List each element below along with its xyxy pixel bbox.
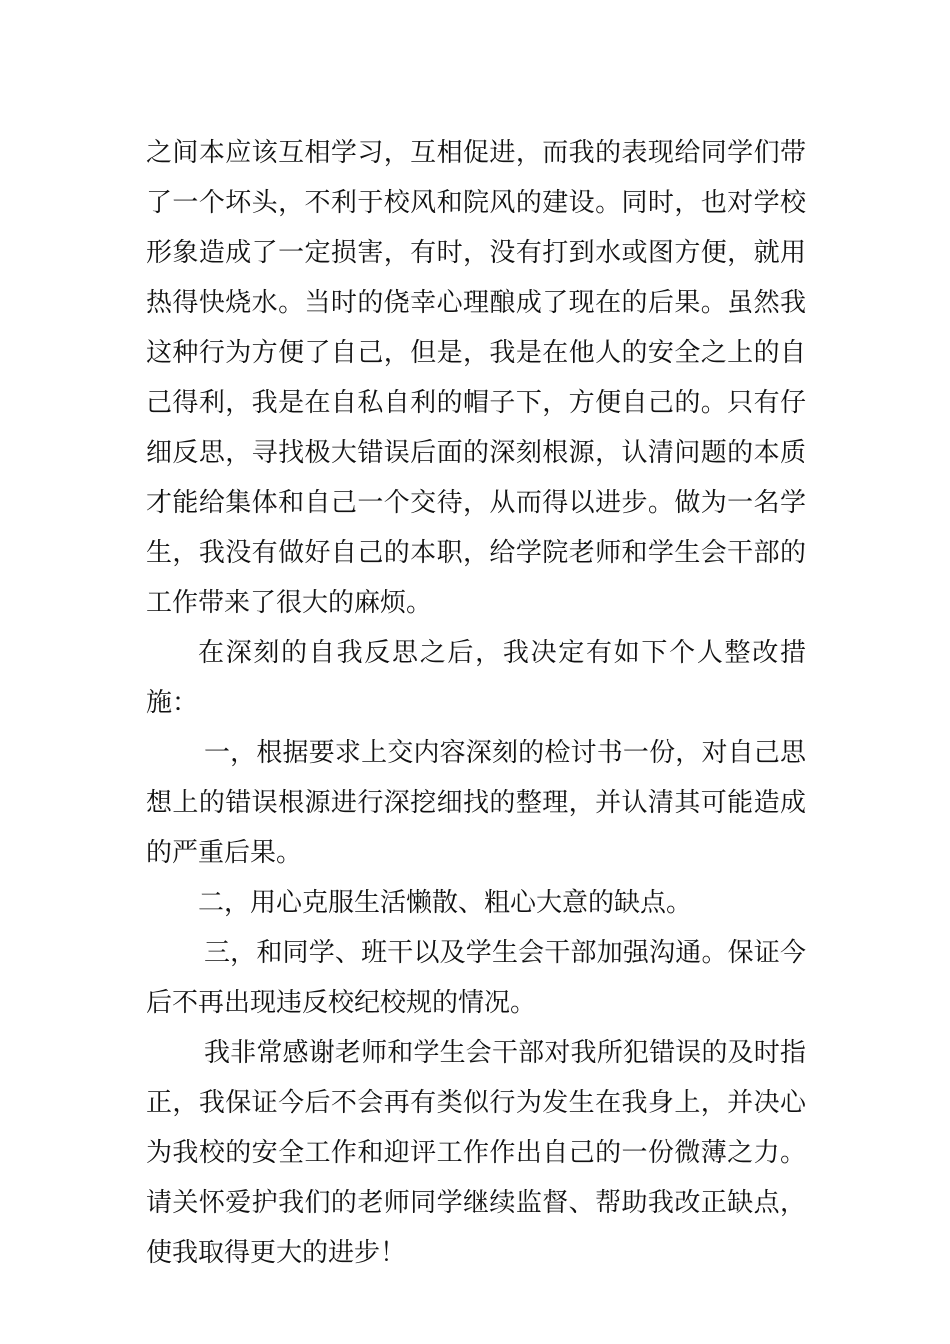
paragraph-measure-three: 三，和同学、班干以及学生会干部加强沟通。保证今后不再出现违反校纪校规的情况。 — [146, 938, 806, 1018]
document-body — [146, 128, 806, 1278]
paragraph-measure-two: 二，用心克服生活懒散、粗心大意的缺点。 — [198, 888, 693, 918]
paragraph-measure-one: 一，根据要求上交内容深刻的检讨书一份，对自己思想上的错误根源进行深挖细找的整理，并认清其可能造成的严重后果。 — [146, 738, 806, 868]
paragraph-continuation: 之间本应该互相学习，互相促进，而我的表现给同学们带了一个坏头，不利于校风和院风的建设。同时，也对学校形象造成了一定损害，有时，没有打到水或图方便，就用热得快烧水。当时的侥幸心理酿成了现在的后果。虽然我这种行为方便了自己，但是，我是在他人的安全之上的自己得利，我是在自私自利的帽子下，方便自己的。只有仔细反思，寻找极大错误后面的深刻根源，认清问题的本质才能给集体和自己一个交待，从而得以进步。做为一名学生，我没有做好自己的本职，给学院老师和学生会干部的工作带来了很大的麻烦。 — [146, 138, 806, 618]
paragraph-closing: 我非常感谢老师和学生会干部对我所犯错误的及时指正，我保证今后不会再有类似行为发生在我身上，并决心为我校的安全工作和迎评工作作出自己的一份微薄之力。请关怀爱护我们的老师同学继续监督、帮助我改正缺点，使我取得更大的进步！ — [146, 1038, 806, 1268]
paragraph-reflection-intro: 在深刻的自我反思之后，我决定有如下个人整改措施： — [146, 638, 806, 718]
